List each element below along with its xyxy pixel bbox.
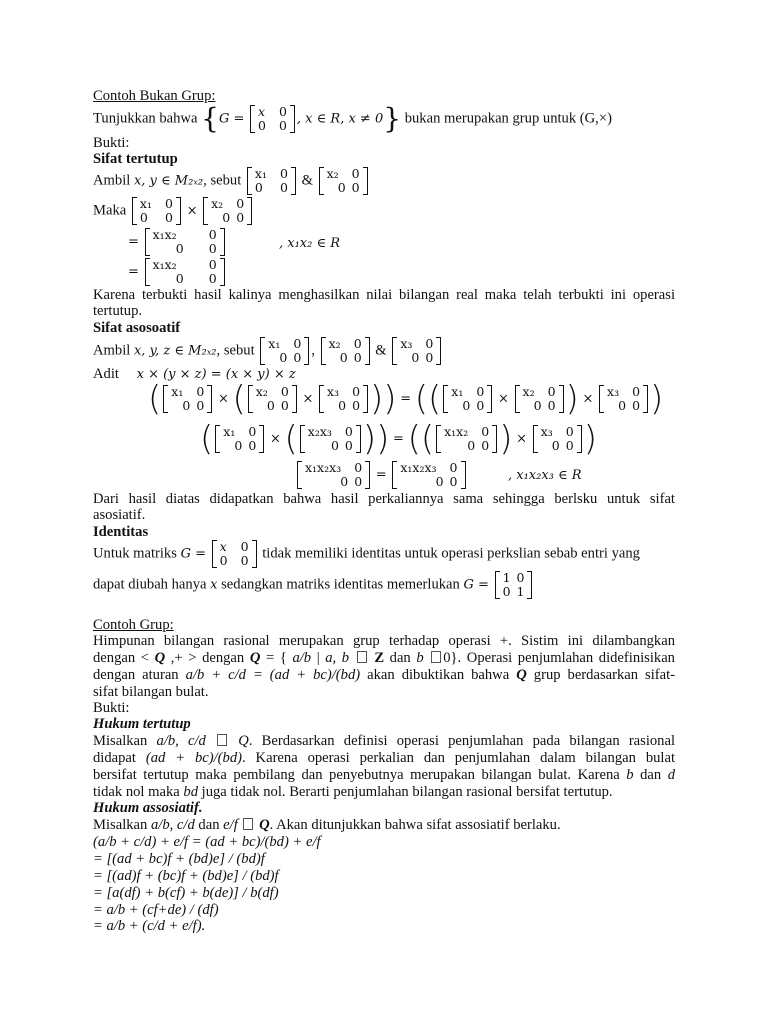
times-symbol: ×: [269, 431, 281, 447]
grup-para-line-2: dengan < Q ,+ > dengan Q = { a/b | a, b Z dan b 0}. Operasi penjumlahan didefinisikan: [93, 650, 675, 666]
matrix-G: x 0 0 0: [212, 540, 257, 568]
equals: =: [128, 234, 139, 250]
heading-sifat-asosiatif: Sifat asosoatif: [93, 320, 181, 336]
matrix-identity: 1 0 0 1: [495, 571, 533, 599]
times-symbol: ×: [217, 391, 229, 407]
paragraph-karena-1: Karena terbukti hasil kalinya menghasilkan nilai bilangan real maka telah terbukti ini operasi: [93, 287, 675, 303]
paren: (: [232, 379, 246, 419]
bukti-label: Bukti:: [93, 135, 130, 151]
x1x2-in-R: , x₁x₂ ∈ R: [279, 236, 341, 251]
math-condition: , x ∈ R, x ≠ 0: [296, 111, 384, 127]
paren: (: [407, 419, 421, 459]
paren: ): [650, 379, 664, 419]
math-G: G =: [463, 577, 489, 593]
times-symbol: ×: [497, 391, 509, 407]
heading-hukum-tertutup: Hukum tertutup: [93, 716, 191, 732]
paren: (: [428, 379, 442, 419]
text: bukan merupakan grup untuk (G,×): [404, 110, 612, 127]
assoc-step-4: = [a(df) + b(cf) + b(de)] / b(df): [93, 885, 279, 901]
right-brace: }: [383, 102, 402, 135]
comma: ,: [311, 342, 315, 359]
matrix-x2: x₂ 0 0 0: [321, 337, 370, 365]
math-x: x: [210, 577, 218, 593]
matrix-x3: x₃ 0 0 0: [392, 337, 441, 365]
times-symbol: ×: [302, 391, 314, 407]
tertutup-line-4: tidak nol maka bd juga tidak nol. Berarti penjumlahan bilangan rasional bersifat tertutup.: [93, 784, 613, 800]
matrix-x1x2x3: x₁x₂x₃ 0 0 0: [392, 461, 465, 489]
paren: (: [200, 419, 214, 459]
product-line-2: [128, 258, 227, 286]
math-G: G =: [218, 111, 245, 127]
tertutup-line-3: bersifat tertutup maka pembilang dan penyebutnya merupakan bilangan bulat. Karena b dan d: [93, 767, 675, 783]
equals: =: [400, 391, 412, 407]
matrix-x3: x₃ 0 0 0: [533, 425, 582, 453]
text: , sebut: [216, 342, 255, 359]
assosiatif-line-1: Misalkan a/b, c/d dan e/f Q. Akan ditunjukkan bahwa sifat assosiatif berlaku.: [93, 817, 561, 833]
assoc-step-1: (a/b + c/d) + e/f = (ad + bc)/(bd) + e/f: [93, 834, 321, 850]
text: Adit: [93, 366, 119, 382]
matrix-x1: x₁ 0 0 0: [443, 385, 492, 413]
assoc-row-3: [295, 461, 468, 489]
heading-contoh-bukan-grup: Contoh Bukan Grup:: [93, 88, 216, 104]
equals: =: [128, 264, 139, 280]
heading-hukum-assosiatif: Hukum assosiatif.: [93, 800, 203, 816]
matrix-x1: x₁ 0 0 0: [132, 197, 181, 225]
grup-para-line-3: dengan aturan a/b + c/d = (ad + bc)/(bd) akan dibuktikan bahwa Q grup berdasarkan sifat-: [93, 667, 676, 683]
paren: (: [414, 379, 429, 419]
paren: (: [420, 419, 435, 459]
paragraph-karena-1b: tertutup.: [93, 303, 143, 319]
matrix-x1x2: x₁x₂ 0 0 0: [145, 228, 225, 256]
ampersand: &: [301, 172, 313, 189]
paren: ): [499, 419, 513, 459]
paren: ): [565, 379, 579, 419]
equals: =: [375, 467, 387, 483]
paren: (: [148, 379, 162, 419]
paren: ): [370, 379, 384, 419]
text: tidak memiliki identitas untuk operasi perkslian sebab entri yang: [262, 545, 640, 562]
matrix-x1x2: x₁x₂ 0 0 0: [436, 425, 497, 453]
text: Maka: [93, 202, 127, 219]
assoc-row-2: [200, 419, 597, 459]
matrix-x1x2: x₁x₂ 0 0 0: [145, 258, 225, 286]
matrix-x3: x₃ 0 0 0: [319, 385, 368, 413]
text: Ambil: [93, 172, 131, 189]
math-G: G =: [180, 546, 206, 562]
equals: =: [393, 431, 404, 447]
adit-line: [93, 366, 296, 383]
missing-glyph-box: [431, 651, 441, 663]
heading-identitas: Identitas: [93, 524, 149, 540]
assoc-step-5: = a/b + (cf+de) / (df): [93, 902, 219, 918]
text: Ambil: [93, 342, 131, 359]
text: sedangkan matriks identitas memerlukan: [221, 576, 460, 593]
paren: ): [383, 379, 397, 419]
assoc-step-3: = [(ad)f + (bc)f + (bd)e] / (bd)f: [93, 868, 279, 884]
paragraph-dari-1: Dari hasil diatas didapatkan bahwa hasil perkaliannya sama sehingga berlsku untuk sifat: [93, 491, 675, 507]
matrix-x1: x₁ 0 0 0: [260, 337, 309, 365]
matrix-G: x 0 0 0: [250, 105, 295, 133]
math: x, y ∈ M₂ₓ₂: [133, 173, 204, 189]
matrix-x1: x₁ 0 0 0: [247, 167, 296, 195]
times-symbol: ×: [582, 391, 594, 407]
matrix-x1: x₁ 0 0 0: [215, 425, 264, 453]
problem-statement: [93, 104, 612, 134]
x1x2x3-in-R: , x₁x₂x₃ ∈ R: [508, 468, 582, 483]
math: x × (y × z) = (x × y) × z: [136, 367, 296, 382]
grup-para-line-4: sifat bilangan bulat.: [93, 684, 209, 700]
assoc-step-6: = a/b + (c/d + e/f).: [93, 918, 206, 934]
matrix-x2x3: x₂x₃ 0 0 0: [300, 425, 361, 453]
times-symbol: ×: [186, 203, 198, 219]
matrix-x2: x₂ 0 0 0: [319, 167, 368, 195]
left-brace: {: [201, 102, 219, 135]
matrix-x1: x₁ 0 0 0: [163, 385, 212, 413]
paren: ): [362, 419, 377, 459]
matrix-x2: x₂ 0 0 0: [515, 385, 564, 413]
missing-glyph-box: [217, 734, 227, 746]
matrix-x2: x₂ 0 0 0: [248, 385, 297, 413]
matrix-x3: x₃ 0 0 0: [599, 385, 648, 413]
ambil-line-2: [93, 337, 443, 365]
tertutup-line-2: didapat (ad + bc)/(bd). Karena operasi perkalian dan penjumlahan dalam bilangan bulat: [93, 750, 675, 766]
paragraph-dari-1b: asosiatif.: [93, 507, 146, 523]
grup-para-line-1: Himpunan bilangan rasional merupakan grup terhadap operasi +. Sistim ini dilambangkan: [93, 633, 675, 649]
math: x, y, z ∈ M₂ₓ₂: [133, 343, 217, 359]
text: dapat diubah hanya: [93, 576, 207, 593]
heading-sifat-tertutup: Sifat tertutup: [93, 151, 178, 167]
ampersand: &: [375, 342, 387, 359]
paren: (: [284, 419, 298, 459]
text: , sebut: [203, 172, 242, 189]
paren: ): [583, 419, 597, 459]
assoc-row-1: [148, 379, 664, 419]
identitas-line-2: [93, 571, 534, 599]
times-symbol: ×: [516, 431, 528, 447]
identitas-line-1: [93, 540, 640, 568]
ambil-line-1: [93, 167, 370, 195]
product-line-1: [128, 228, 227, 256]
text: Untuk matriks: [93, 545, 177, 562]
maka-line: [93, 197, 254, 225]
heading-contoh-grup: Contoh Grup:: [93, 617, 174, 633]
text: Tunjukkan bahwa: [93, 110, 198, 127]
bukti-label-2: Bukti:: [93, 700, 130, 716]
assoc-step-2: = [(ad + bc)f + (bd)e] / (bd)f: [93, 851, 265, 867]
matrix-x2: x₂ 0 0 0: [203, 197, 252, 225]
tertutup-line-1: Misalkan a/b, c/d Q. Berdasarkan definisi operasi penjumlahan pada bilangan rasional: [93, 733, 676, 749]
missing-glyph-box: [243, 818, 253, 830]
matrix-x1x2x3: x₁x₂x₃ 0 0 0: [297, 461, 370, 489]
paren: ): [376, 419, 390, 459]
missing-glyph-box: [357, 651, 367, 663]
